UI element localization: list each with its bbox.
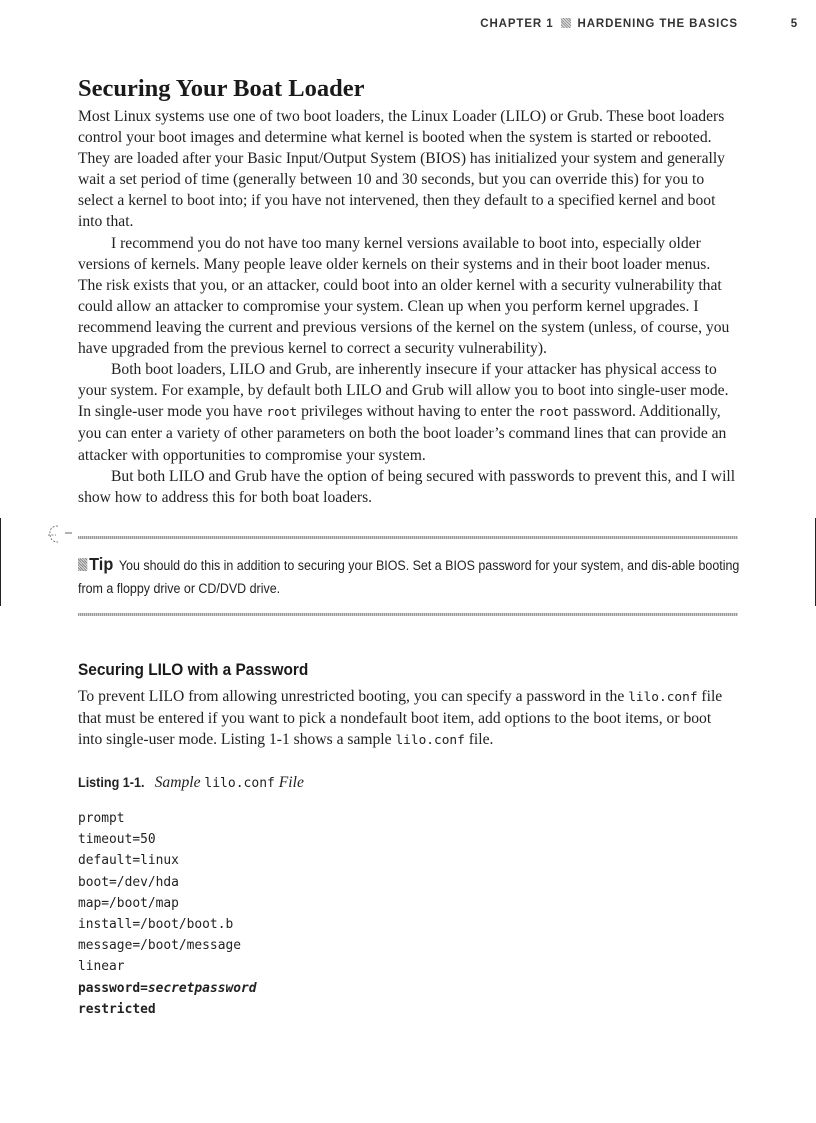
running-head bbox=[0, 16, 816, 36]
inline-code-root: root bbox=[538, 405, 570, 421]
paragraph-1: Most Linux systems use one of two boot loaders, the Linux Loader (LILO) or Grub. These boot loaders control your boot images and determine what kernel is booted when the system is started or rebooted. They are loaded after your Basic Input/Output System (BIOS) has initialized your system and generally wait a set period of time (generally between 10 and 30 seconds, but you can override this) for you to select a kernel to boot into; if you have not intervened, then they default to a specified kernel and boot into that. bbox=[78, 108, 725, 231]
code-line: map=/boot/map bbox=[78, 895, 179, 911]
code-line: timeout=50 bbox=[78, 832, 156, 848]
section-title: Securing Your Boat Loader bbox=[78, 75, 365, 102]
paragraph-3: Both boot loaders, LILO and Grub, are inherently insecure if your attacker has physical access to your system. For example, by default both LILO and Grub will allow you to boot into single-user mode. In single-user mode you have root privileges without having to enter the root password. Additionally, you can enter a variety of other parameters on both the boot loader’s command lines that can provide an attacker with opportunities to compromise your system. bbox=[78, 361, 729, 464]
code-line: linear bbox=[78, 959, 125, 975]
tip-label: Tip bbox=[89, 553, 114, 574]
tip-text-block bbox=[78, 539, 741, 613]
listing-caption-word: File bbox=[278, 774, 304, 792]
code-listing bbox=[78, 808, 738, 1020]
inline-code-lilo-conf: lilo.conf bbox=[395, 732, 465, 748]
paragraph-4: But both LILO and Grub have the option of being secured with passwords to prevent this, and I will show how to address this for both boat loaders. bbox=[78, 467, 736, 506]
chapter-label: CHAPTER 1 bbox=[480, 18, 554, 30]
code-line: default=linux bbox=[78, 853, 179, 869]
tip-box bbox=[78, 536, 738, 616]
tip-icon bbox=[78, 558, 87, 571]
tip-text: You should do this in addition to securing your BIOS. Set a BIOS password for your system, and dis-able booting from a floppy drive or CD/DVD drive. bbox=[78, 557, 740, 596]
page-content bbox=[78, 72, 738, 1020]
inline-code-lilo-conf: lilo.conf bbox=[628, 689, 698, 705]
code-line-restricted: restricted bbox=[78, 1001, 156, 1017]
subsection-paragraph: To prevent LILO from allowing unrestricted booting, you can specify a password in the lilo.conf file that must be entered if you want to pick a nondefault boot item, add options to the boot items, or boot into single-user mode. Listing 1-1 shows a sample lilo.conf file. bbox=[78, 687, 723, 748]
chapter-heading bbox=[480, 18, 738, 30]
code-line: install=/boot/boot.b bbox=[78, 917, 234, 933]
tip-bottom-rule bbox=[78, 613, 738, 616]
listing-number: Listing 1-1. bbox=[78, 775, 145, 791]
chapter-title: HARDENING THE BASICS bbox=[577, 18, 738, 30]
subsection-title: Securing LILO with a Password bbox=[78, 660, 309, 679]
paragraph-2: I recommend you do not have too many kernel versions available to boot into, especially older versions of kernels. Many people leave older kernels on their systems and in their boot loader menus. The risk exists that you, or an attacker, could boot into an older kernel with a security vulnerability that could allow an attacker to compromise your system. Clean up when you perform kernel upgrades. I recommend leaving the current and previous versions of the kernel on the system (unless, of course, you have upgraded from the previous kernel to correct a security vulnerability). bbox=[78, 234, 730, 358]
inline-code-root: root bbox=[266, 405, 298, 421]
left-page-edge bbox=[0, 518, 1, 606]
listing-caption bbox=[78, 773, 738, 794]
code-line-password: password=secretpassword bbox=[78, 980, 257, 996]
crop-mark-icon bbox=[46, 523, 76, 543]
page-number: 5 bbox=[790, 18, 798, 30]
code-line: boot=/dev/hda bbox=[78, 874, 179, 890]
code-line: message=/boot/message bbox=[78, 938, 241, 954]
listing-caption-word: Sample bbox=[154, 774, 201, 792]
listing-caption-code: lilo.conf bbox=[204, 776, 275, 792]
square-bullet-icon bbox=[561, 18, 571, 28]
code-line: prompt bbox=[78, 811, 125, 827]
